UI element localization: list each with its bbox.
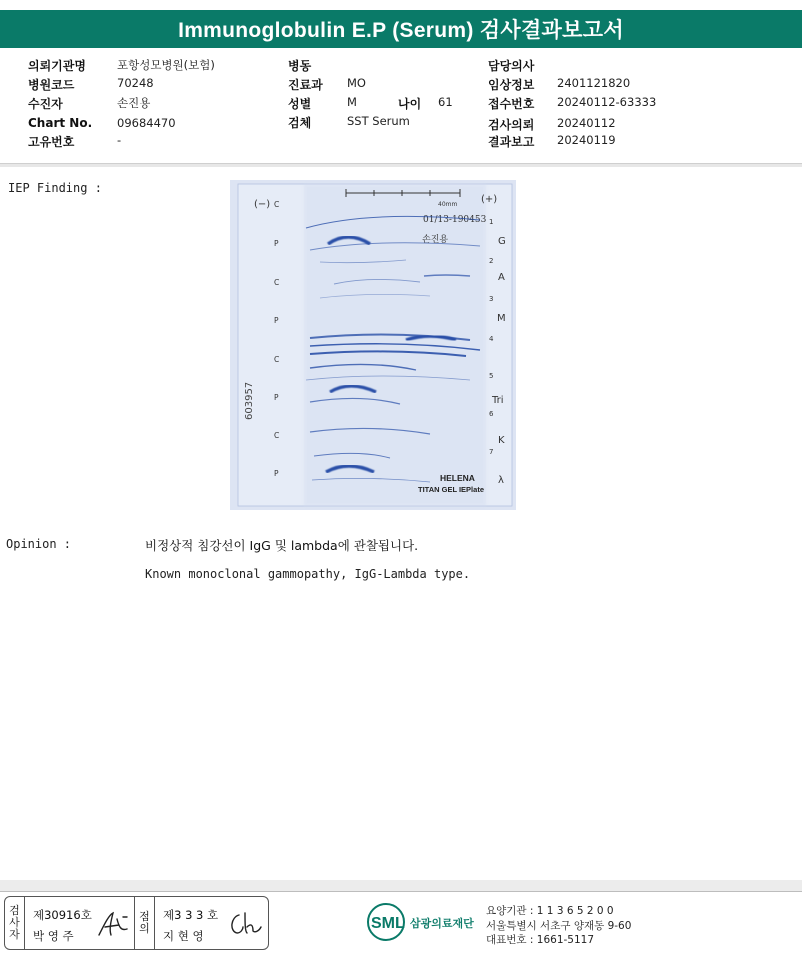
hospital-code-value: 70248 [117, 76, 154, 90]
gel-trough-number: 2 [489, 257, 494, 265]
gel-trough-number: 5 [489, 372, 494, 380]
ward-label: 병동 [288, 59, 312, 73]
gel-well-label: P [274, 239, 279, 248]
lab-info [486, 904, 631, 948]
reviewer-label-char: 의 [139, 922, 150, 935]
doctor-label: 담당의사 [488, 59, 535, 73]
gel-trough-number: 1 [489, 218, 494, 226]
patient-label: 수진자 [28, 97, 63, 111]
receipt-no-label: 접수번호 [488, 97, 535, 111]
iep-gel-image [230, 180, 516, 510]
unique-no-value: - [117, 133, 122, 147]
specimen-label: 검체 [288, 116, 312, 130]
inspector-label-char: 검 [9, 904, 20, 917]
report-date-value: 20240119 [557, 133, 616, 147]
gel-well-label: P [274, 316, 279, 325]
gel-well-label: C [274, 355, 280, 364]
reviewer-label-char: 점 [139, 910, 150, 923]
maker-plate-label: TITAN GEL IEPlate [418, 485, 484, 494]
unique-no-label: 고유번호 [28, 135, 75, 149]
footer-divider [0, 880, 802, 892]
clinical-info-label: 임상정보 [488, 78, 535, 92]
gel-antiserum-label: λ [498, 475, 504, 486]
gel-well-label: P [274, 393, 279, 402]
signature-box [4, 896, 269, 950]
cathode-label: (−) [254, 199, 271, 210]
lab-address: 서울특별시 서초구 양재동 9-60 [486, 919, 632, 932]
header-divider [0, 163, 802, 167]
gel-antiserum-label: A [498, 272, 505, 283]
reviewer-cell [155, 897, 268, 949]
sml-logo-mark [366, 902, 482, 942]
inspector-label-char: 사 [9, 916, 20, 929]
request-date-value: 20240112 [557, 116, 616, 130]
scale-label: 40mm [438, 201, 458, 208]
reviewer-license: 제3 3 3 호 [163, 908, 219, 922]
gel-plate [230, 180, 516, 510]
sex-label: 성별 [288, 97, 312, 111]
requesting-org-label: 의뢰기관명 [28, 59, 86, 73]
inspector-signature [97, 909, 131, 939]
gel-trough-number: 3 [489, 295, 494, 303]
opinion-label: Opinion : [6, 537, 72, 551]
chart-no-value: 09684470 [117, 116, 176, 130]
chart-no-label: Chart No. [28, 116, 93, 130]
clinical-info-value: 2401121820 [557, 76, 631, 90]
dept-label: 진료과 [288, 78, 323, 92]
report-title: Immunoglobulin E.P (Serum) 검사결과보고서 [0, 10, 802, 48]
gel-side-id: 603957 [244, 381, 255, 420]
reviewer-name: 지 현 영 [163, 929, 204, 943]
institution-code: 요양기관 : 1 1 3 6 5 2 0 0 [486, 905, 614, 917]
lab-phone: 대표번호 : 1661-5117 [486, 934, 595, 946]
report-date-label: 결과보고 [488, 135, 535, 149]
gel-well-label: C [274, 431, 280, 440]
patient-info [0, 55, 802, 155]
sample-id: 01/13-190453 [423, 215, 487, 225]
anode-label: (+) [481, 194, 498, 205]
gel-antiserum-label: Tri [492, 395, 504, 406]
opinion-text-korean: 비정상적 침강선이 IgG 및 lambda에 관찰됩니다. [145, 538, 419, 553]
inspector-license: 제30916호 [33, 908, 92, 922]
age-value: 61 [438, 95, 453, 109]
gel-well-label: C [274, 278, 280, 287]
inspector-label [5, 897, 25, 949]
gel-antiserum-label: G [498, 236, 506, 247]
patient-handwritten: 손진용 [422, 235, 449, 245]
sml-logo [366, 902, 482, 942]
requesting-org-value: 포항성모병원(보험) [117, 58, 215, 72]
iep-finding-label: IEP Finding : [8, 181, 102, 195]
inspector-name: 박 영 주 [33, 929, 74, 943]
gel-antiserum-label: K [498, 435, 505, 446]
gel-well-label: P [274, 469, 279, 478]
request-date-label: 검사의뢰 [488, 118, 535, 132]
maker-label: HELENA [440, 473, 475, 483]
gel-trough-number: 7 [489, 448, 494, 456]
logo-foundation-text: 삼광의료재단 [410, 917, 474, 930]
gel-trough-number: 6 [489, 410, 494, 418]
receipt-no-value: 20240112-63333 [557, 95, 657, 109]
age-label: 나이 [398, 97, 422, 111]
gel-well-label: C [274, 200, 280, 209]
reviewer-label [135, 897, 155, 949]
hospital-code-label: 병원코드 [28, 78, 75, 92]
inspector-cell [25, 897, 135, 949]
reviewer-signature [225, 909, 263, 939]
patient-name-value: 손진용 [117, 96, 151, 110]
dept-value: MO [347, 76, 366, 90]
gel-antiserum-label: M [497, 313, 506, 324]
specimen-value: SST Serum [347, 114, 410, 128]
opinion-text-english: Known monoclonal gammopathy, IgG-Lambda type. [145, 567, 471, 581]
gel-trough-number: 4 [489, 335, 494, 343]
sex-value: M [347, 95, 357, 109]
logo-sml-text: SML [371, 915, 405, 932]
inspector-label-char: 자 [9, 928, 20, 941]
